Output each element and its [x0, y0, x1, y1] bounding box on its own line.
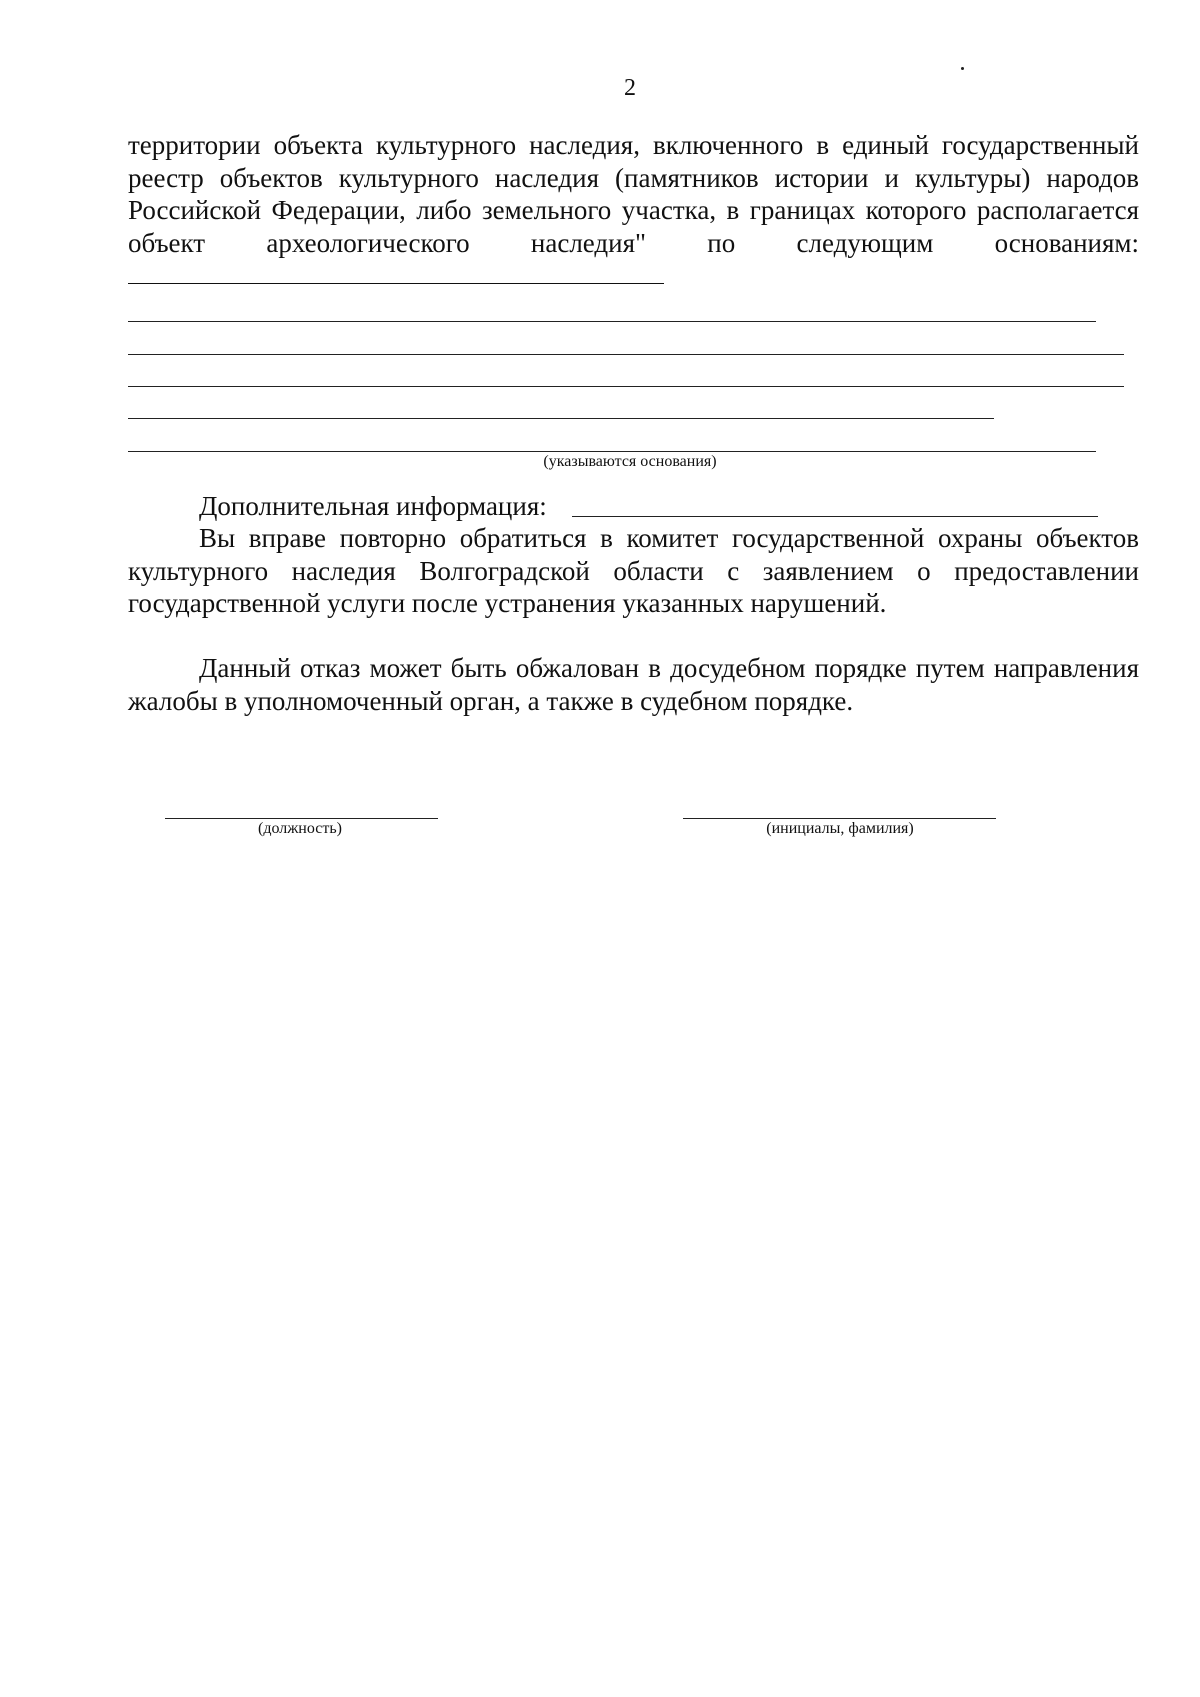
name-caption: (инициалы, фамилия) [766, 820, 914, 837]
scan-speck [961, 67, 964, 70]
grounds-line-3 [128, 386, 1124, 387]
additional-info-label: Дополнительная информация: [199, 491, 547, 521]
position-caption: (должность) [258, 820, 342, 837]
grounds-line-1 [128, 321, 1096, 322]
grounds-line-4 [128, 418, 994, 419]
grounds-line-5 [128, 451, 1096, 452]
name-signature-line [683, 818, 996, 819]
grounds-caption: (указываются основания) [543, 453, 717, 470]
grounds-inline-underline [128, 263, 664, 284]
grounds-line-2 [128, 354, 1124, 355]
paragraph-reapply: Вы вправе повторно обратиться в комитет государственной охраны объектов культурного наследия Волгоградской области с заявлением о предоставлении государственной услуги после устранения указанных нарушений. [128, 523, 1139, 618]
paragraph-continuation [128, 129, 1139, 292]
additional-info-line [128, 490, 1139, 523]
position-signature-line [165, 818, 438, 819]
page-number: 2 [624, 75, 636, 101]
paragraph-continuation-text: территории объекта культурного наследия, включенного в единый государственный реестр объектов культурного наследия (памятников истории и культуры) народов Российской Федерации, либо земельного участка, в границах которого располагается объект археологического наследия" по следующим основаниям: [128, 130, 1139, 258]
paragraph-appeal: Данный отказ может быть обжалован в досудебном порядке путем направления жалобы в уполномоченный орган, а также в судебном порядке. [128, 653, 1139, 716]
additional-info-line-field [572, 516, 1098, 517]
